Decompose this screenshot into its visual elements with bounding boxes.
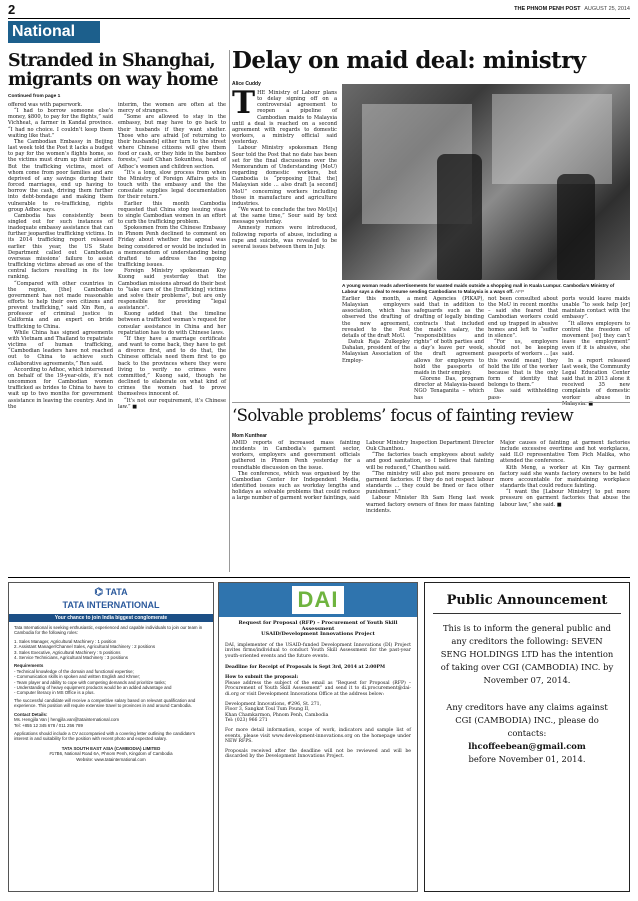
paragraph [232,85,337,146]
end-mark-icon: ■ [132,403,138,410]
paragraph: Datuk Raja Zulkepley Dahalan, president of the Malaysian Association of Employ- [342,339,410,364]
paragraph: not been consulted about the MoU in recent months – said she feared that Cambodian workers could end up trapped in abusive homes and left to “suffer in silence”. [488,296,558,339]
paragraph: Earlier this month, a Malaysian employers association, which has observed the drafting of the new agreement, revealed to the Post details of the draft MoU. [342,296,410,339]
paragraph-text: “I want the [Labour Ministry] to put more pressure on garment factories that abuse the labour law,” she said. [500,489,630,508]
paragraph: interim, the women are often at the mercy of strangers. [118,102,226,115]
tata-intro: Tata International is seeking enthusiastic, experienced and capable individuals to join our team in Cambodia for the following roles: [14,625,203,636]
paragraph: ment Agencies (PIKAP), said that in addition to safeguards such as the drafting of legally binding contracts that included the maid’s salary, the “responsibilities and rights” of both parties and a day’s leave per week, the draft agreement allows for employers to hold the passports of maids in their employ. [414,296,484,376]
dai-advert [218,582,418,892]
tata-req: The successful candidate will receive a competitive salary based on relevant qualification and experience. This position will require extensive travel to provinces in and around Cambodia. [14,697,196,709]
story3-column-2 [366,440,494,572]
paragraph: Spokesmen from the Chinese Embassy in Phnom Penh declined to comment on Friday about whether the appeal was being considered or would be included in a memorandum of understanding being drafted to address the ongoing trafficking issues. [118,225,226,269]
announcement-email[interactable]: lhcoffeebean@gmail.com [468,741,586,751]
paragraph: While China has signed agreements with Vietnam and Thailand to repatriate victims of human trafficking, “Cambodian leaders have not reached out to China to achieve such collaborative agreements,” Ren said. [8,329,113,367]
paragraph: Labour Ministry Inspection Department Director Ouk Chanthou. [366,440,494,453]
tata-logo-icon: ⌬ [94,587,104,598]
paragraph: “It’s a long, slow process from when the Ministry of Foreign Affairs gets in touch with the embassy and the the consulate supplies legal documentation for their return.” [118,169,226,201]
dai-address-line: Tel: (023) 966 271 [225,718,268,724]
dai-address-line: Development Innovations, #296, St. 271, [225,701,322,707]
tata-role: 3. Sales Executive, Agricultural Machinery : 5 positions [14,649,121,655]
announcement-body [425,608,629,766]
photo-noticeboard [492,94,612,184]
paragraph: Major causes of fainting at garment factories include excessive overtime and hot workplaces, said ILO representative Tom Pich Malika, who attended the conference. [500,440,630,465]
dai-intro: DAI, implementer of the USAID-funded Development Innovations (DI) Project invites firms/individual to conduct Youth Skill Assessment for the past-year youth-oriented events and the future events. [225,642,411,659]
tata-roles [14,639,208,661]
photo-figure [437,154,482,280]
photo-credit: AFP [514,288,525,294]
tata-brand: TATA [105,587,128,597]
story-divider [232,402,630,403]
tata-role: 2. Assistant Manager/Channel Sales, Agricultural Machinery : 2 positions [14,644,156,650]
story3-byline: Mom Kunthear [232,433,267,439]
paragraph: Amnesty rumors were introduced, following reports of abuse, including a rape and suicide, was revealed to be several issues between them in July. [232,225,337,250]
tata-req: - Computer literacy in MS Office is a plus. [14,690,95,696]
tata-role: 1. Sales Manager, Agricultural Machinery : 1 position [14,638,117,644]
tata-req-title: Requirements [14,663,44,669]
paragraph: offered was with paperwork. [8,102,83,108]
dai-subtitle: USAID/Development Innovations Project [261,631,375,638]
page-number: 2 [8,2,16,17]
caption-text: A young woman reads advertisements for wanted maids outside a shopping mall in Kuala Lumpur. Cambodia’s Ministry of Labour says a deal to resume sending Cambodians to Malaysia is a ways off. [342,283,615,294]
story1-headline: Stranded in Shanghai, migrants on way home [8,51,218,90]
tata-website[interactable]: Website: www.tatainternational.com [76,756,146,762]
tata-name: TATA INTERNATIONAL [62,600,160,610]
tata-req: - Communication skills in spoken and written English and Khmer; [14,674,141,680]
end-mark-icon: ■ [556,501,562,508]
story2-column-4 [488,296,558,401]
tata-tagline: Your chance to join India biggest conglomerate [9,614,213,622]
tata-role: 4. Service Technicians, Agricultural Machinery : 3 positions [14,655,128,661]
tata-address: #17B6, National Road 6A, Phnom Penh, Kingdom of Cambodia [49,751,173,757]
column-divider [229,50,230,572]
paragraph: “The ministry will also put more pressure on garment factories. If they do not respect labour standards ... they could be fined or face other punishment.” [366,470,494,496]
story3-headline: ‘Solvable problems’ focus of fainting review [232,406,574,425]
ads-divider [8,577,630,578]
dai-body [219,617,417,764]
tata-contact: Ms. Hengjila Van | hengjila.van@tatainternational.com [14,717,120,723]
paragraph: Labour Ministry spokesman Heng Sour told the Post that no date has been set for the final discussions over the Memorandum of Understanding (MoU) regarding domestic workers, but Cambodia is “proposing [that the] Malaysian side ... also draft [a second] MoU” concerning workers including those in manufacture and agriculture industries. [232,145,337,207]
paragraph-text: “It’s not our requirement, it’s Chinese law.” [118,397,226,410]
story1-column-1 [8,102,113,572]
paragraph [118,398,226,410]
photo-caption [342,283,630,294]
announcement-rule [433,613,621,614]
paragraph: The conference, which was organised by the Cambodian Center for Independent Media, identified issues such as workday lengths and holidays as solvable problems that could reduce a large number of garment worker faintings, said [232,470,360,502]
announcement-title: Public Announcement [446,593,608,608]
story2-byline: Alice Cuddy [232,81,261,87]
paragraph: Foreign Ministry spokesman Koy Kuong said yesterday that the Cambodian missions abroad do their best to “take care of the [trafficking] victims and solve their problems”, but are only responsible for providing “legal assistance”. [118,268,226,312]
paragraph-text: In a report released last week, the Community Legal Education Center said that in 2013 alone it received 35 new complaints of domestic worker abuse in Malaysia. [562,357,630,407]
header-right [514,6,630,12]
story2-headline: Delay on maid deal: ministry [232,47,586,74]
paragraph [562,358,630,407]
story3-column-1 [232,440,360,572]
dai-title: Request for Proposal (RFP) – Procurement of Youth Skill Assessment [238,620,398,632]
dai-logo-row [219,583,417,617]
story2-column-3 [414,296,484,401]
paragraph [500,489,630,507]
paragraph: According to Adhoc, which intervened on behalf of the 19-year-olds, it’s not uncommon for Cambodian women trafficked as brides to China to have to wait up to two months for government assistance in leaving the country. And in the [8,366,113,410]
tata-body [9,622,213,765]
issue-date: AUGUST 25, 2014 [584,6,630,12]
public-announcement [424,582,630,892]
paragraph: “We want to conclude the two MoU[s] at the same time,” Sour said by text message yesterday. [232,206,337,226]
paragraph: Glorene Das, program director at Malaysia-based NGO Tenaganita – which has [414,376,484,401]
tata-req: - Technical knowledge of the domain and functional expertise; [14,668,134,674]
paragraph: “I had to borrow someone else’s money, $800, to pay for the flights,” said Vichheat, a farmer in Kandal province. “I had no choice. I couldn’t keep them waiting like that.” [8,108,113,139]
tata-header [9,583,213,610]
header-rule [8,18,630,19]
tata-phone: Tel: +855 12 345 678 / 011 256 789 [14,722,83,728]
tata-logo [9,587,213,598]
paragraph: Kith Meng, a worker at Kin Tay garment factory said she wants factory owners to be held more accountable for maintaining workplace standards that could reduce fainting. [500,464,630,490]
paragraph: “Some are allowed to stay in the embassy, but may have to go back to their husbands if they want shelter. Those who are afraid [of returning to their husbands] either turn to the street where Chinese citizens will give them food or cash, or they hide in the bamboo forests,” said Chhan Sokunthea, head of Adhoc’s women and children section. [118,114,226,170]
dai-more: For more detail information, scope of work, indicators and sample list of events, please visit www.development-innovations.org on the homepage under NEW RFPS. [225,727,411,745]
story1-column-2 [118,102,226,572]
story2-column-5 [562,296,630,407]
maid-advert-photo [342,84,630,280]
dai-logo-text: DAI [297,587,339,612]
paragraph: Earlier this month Cambodia requested that China stop issuing visas to single Cambodian women in an effort to curb the trafficking problem. [118,200,226,225]
tata-req: - Team player and ability to cope with competing demands and prioritize tasks; [14,679,166,685]
paragraph: “Compared with other countries in the region, [the] Cambodian government has not made reasonable efforts to help their own citizens and prevent trafficking,” said Xin Ren, a professor of criminal justice in California and an expert on bride trafficking to China. [8,280,113,330]
tata-advert [8,582,214,892]
section-banner: National [8,21,100,43]
tata-company: TATA SOUTH EAST ASIA (CAMBODIA) LIMITED [61,745,161,751]
dai-howto-title: How to submit the proposal: [225,675,299,681]
story2-column-1 [232,85,337,395]
story3-column-3 [500,440,630,572]
paragraph: “The factories teach employees about safety and good sanitation, so I believe that fainting will be reduced,” Chanthou said. [366,452,494,471]
tata-contact-title: Contact Details: [14,711,48,717]
story2-column-2 [342,296,410,396]
dai-address-line: Floor 3, Sangkat Toul Tum Poung II, [225,707,310,713]
story1-continued: Continued from page 1 [8,94,61,99]
paragraph: Labour Minister Ith Sam Heng last week warned factory owners of fines for mass fainting incidents. [366,495,494,514]
announcement-p1: This is to inform the general public and any creditors the following: SEVEN SENG HOLDINGS LTD has the intention of taking over CGI (CAMBODIA) INC. by November 07, 2014. [440,623,614,685]
paragraph: Das said withholding pass- [488,388,558,401]
paragraph: AMID reports of increased mass fainting incidents in Cambodia’s garment sector, workers, employers and government officials gathered in Phnom Penh yesterday for a roundtable discussion on the issue. [232,440,360,471]
dai-logo [292,586,345,614]
paragraph: Kuong added that the timeline between a trafficked woman’s request for consular assistance in China and her repatriation has to do with Chinese laws. [118,311,226,336]
dai-footer: Proposals received after the deadline will not be reviewed and will be discarded by the Development Innovations Project. [225,748,411,760]
dropcap: T [232,85,256,121]
paragraph: “It allows employers to control the freedom of movement [so] they can’t leave the employment” even if it is abusive, she said. [562,320,630,358]
tata-note: Applications should include a CV accompanied with a covering letter outlining the candidate’s interest in and suitability for the position with recent photo and expected salary. [14,730,196,742]
paragraph: The Cambodian Embassy in Beijing last week told the Post it lacks a budget to pay for the women’s flights home, so the victims must drum up their airfare. But the trafficking victims, most of whom come from poor families and are deprived of any savings during their forced marriages, end up having to borrow the cash, driving them further into debt-bondage and making them vulnerable to re-trafficking, rights group Adhoc says. [8,138,113,213]
dai-address [225,702,411,724]
announcement-deadline: before November 01, 2014. [468,754,586,764]
announcement-p2: Any creditors have any claims against CGI (CAMBODIA) INC., please do contacts: [446,702,608,738]
end-mark-icon: ■ [588,400,594,407]
dai-address-line: Khan Chamkarmon, Phnom Penh, Cambodia [225,712,329,718]
masthead: THE PHNOM PENH POST [514,6,581,12]
paragraph: “If they have a marriage certificate and want to come back, they have to get a divorce first, and to do that, the Chinese officials need them first to go back to the provinces where they were living to verify no crimes were committed,” Kuong said, though he declined to elaborate on what kind of crimes the women had to prove themselves innocent of. [118,335,226,398]
dai-deadline: Deadline for Receipt of Proposals is Sept 3rd, 2014 at 2:00PM [225,664,386,670]
paragraph-text: HE Ministry of Labour plans to delay signing off on a controversial agreement to reopen a pipeline of Cambodian maids to Malaysia until a deal is reached on a second agreement with regards to domestic workers, a ministry official said yesterday. [232,90,337,146]
dai-howto: Please address the subject of the email as “Request for Proposal (RFP) – Procurement of Youth Skill Assessment” and send it to di.procurement@dai-di.org or visit Development Innovations Office at the address below: [225,680,411,697]
paragraph: “For us, employers should not be keeping passports of workers ... [as this would mean] they hold the life of the worker because that is the only form of identity that belongs to them.” [488,339,558,389]
tata-req: - Understanding of heavy equipment products would be an added advantage and [14,685,172,691]
photo-figure [557,174,595,280]
paragraph: ports would leave maids unable “to seek help [or] maintain contact with the embassy”. [562,296,630,321]
paragraph: Cambodia has consistently been singled out for such instances of inadequate embassy assistance that can further jeopardise trafficking victims. In its 2014 trafficking report released earlier this year, the US State Department called out Cambodian overseas missions’ failure to assist trafficking victims abroad as one of the central factors resulting in its low ranking. [8,212,113,281]
